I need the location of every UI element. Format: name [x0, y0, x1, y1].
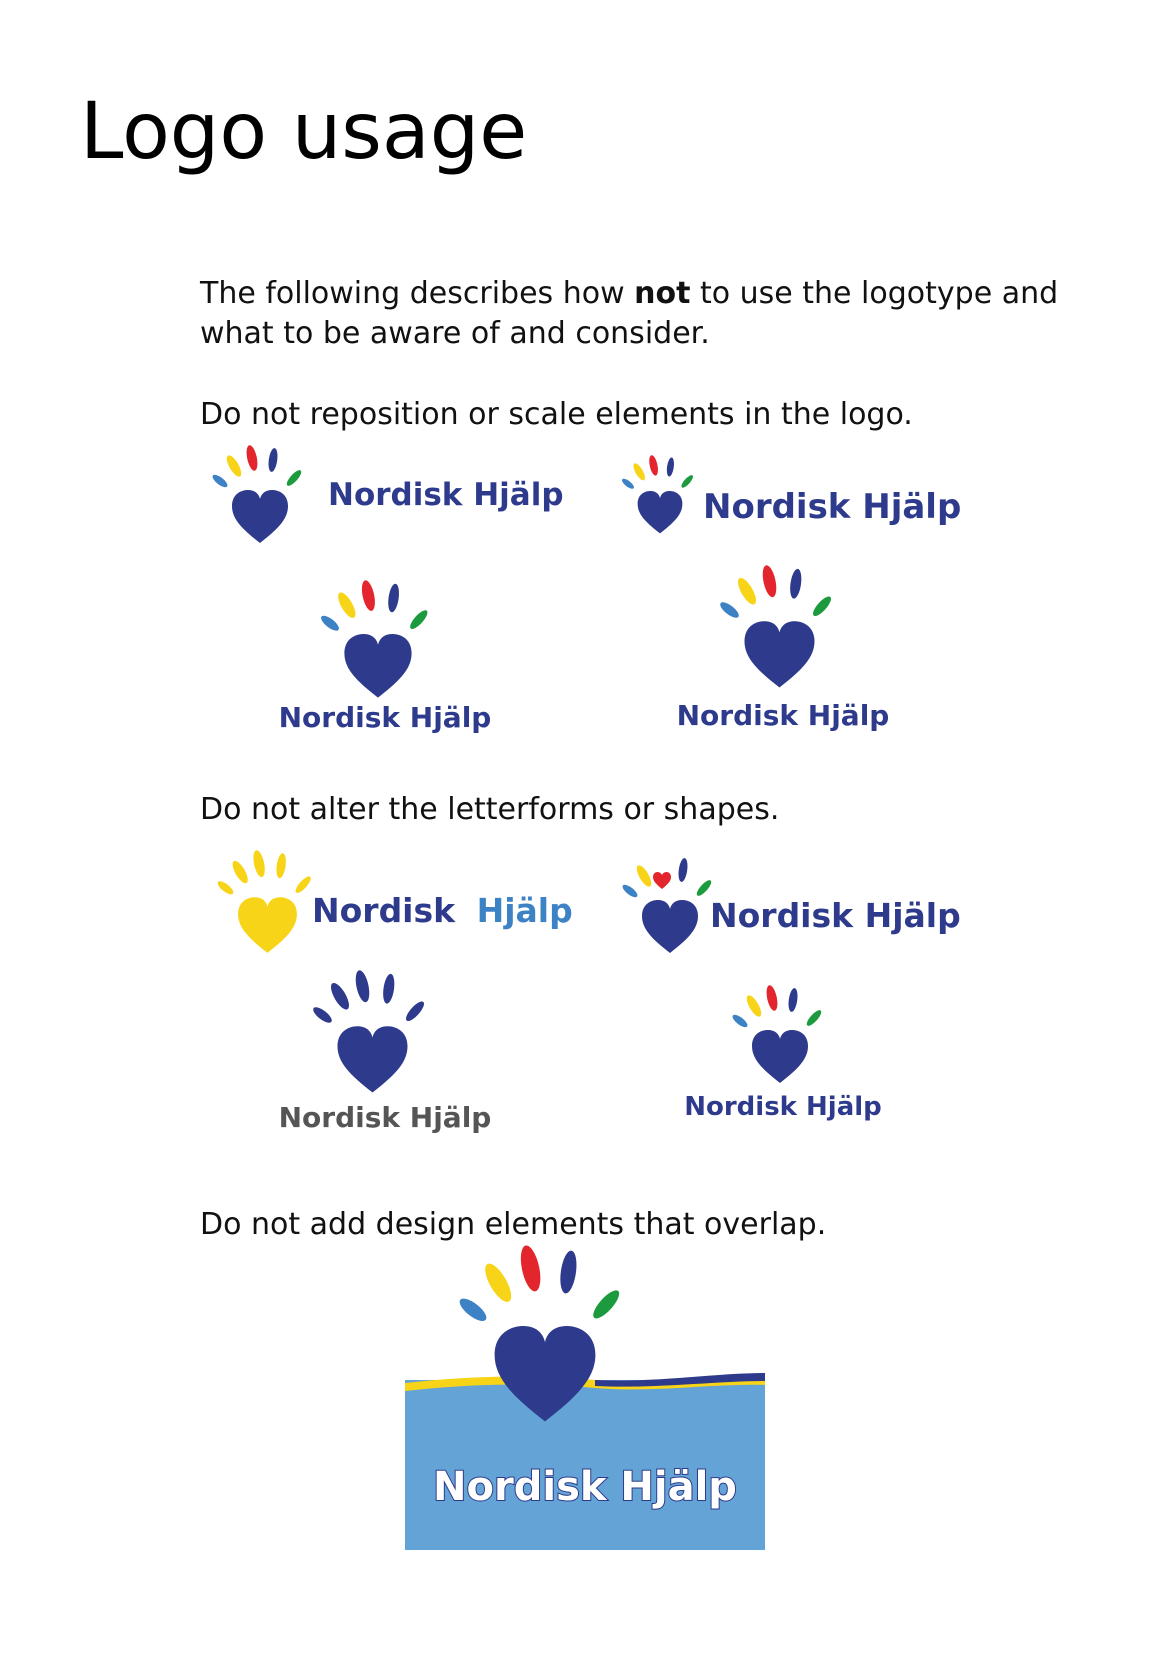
intro-text-end: to use the logotype and what to be aware of and consider. [200, 276, 1059, 351]
hand-heart-icon [319, 579, 430, 697]
intro-paragraph [200, 274, 1060, 354]
logo-wordmark: Nordisk Hjälp [684, 1092, 882, 1122]
hand-heart-icon [211, 444, 304, 543]
logo-wordmark-part2: Hjälp [476, 891, 573, 930]
logo-reposition-example-3 [270, 580, 500, 740]
rule-reposition-heading: Do not reposition or scale elements in the logo. [200, 397, 913, 432]
logo-letterform-example-4 [675, 985, 905, 1125]
intro-text-start: The following describes how [200, 276, 635, 311]
logo-wordmark-part1: Nordisk [312, 891, 456, 930]
rule-overlap-heading: Do not add design elements that overlap. [200, 1207, 827, 1242]
page-title: Logo usage [80, 87, 528, 177]
intro-bold-word: not [634, 276, 691, 311]
logo-letterform-example-2 [620, 855, 960, 955]
rule-letterforms-heading: Do not alter the letterforms or shapes. [200, 792, 780, 827]
logo-letterform-example-1 [215, 850, 573, 960]
logo-wordmark-white: Nordisk Hjälp [433, 1464, 737, 1510]
logo-wordmark: Nordisk Hjälp [710, 896, 961, 935]
logo-overlap-example [395, 1255, 795, 1555]
logo-reposition-example-2 [620, 455, 960, 545]
hand-heart-icon [718, 564, 834, 687]
logo-wordmark: Nordisk Hjälp [278, 1101, 492, 1134]
logo-reposition-example-1 [210, 445, 564, 545]
hand-heart-icon-altered [621, 854, 714, 953]
hand-heart-icon-yellow [216, 849, 313, 953]
logo-reposition-example-4 [675, 565, 905, 740]
logo-wordmark: Nordisk Hjälp [676, 699, 890, 732]
logo-letterform-example-3 [270, 970, 500, 1145]
logo-wordmark: Nordisk Hjälp [703, 487, 962, 527]
logo-wordmark: Nordisk Hjälp [328, 477, 564, 513]
logo-wordmark: Nordisk Hjälp [278, 701, 492, 734]
hand-heart-icon [731, 984, 824, 1083]
hand-heart-icon [621, 454, 695, 533]
svg-text:Nordisk Hjälp [312, 891, 573, 930]
hand-heart-icon-navy [311, 969, 427, 1092]
